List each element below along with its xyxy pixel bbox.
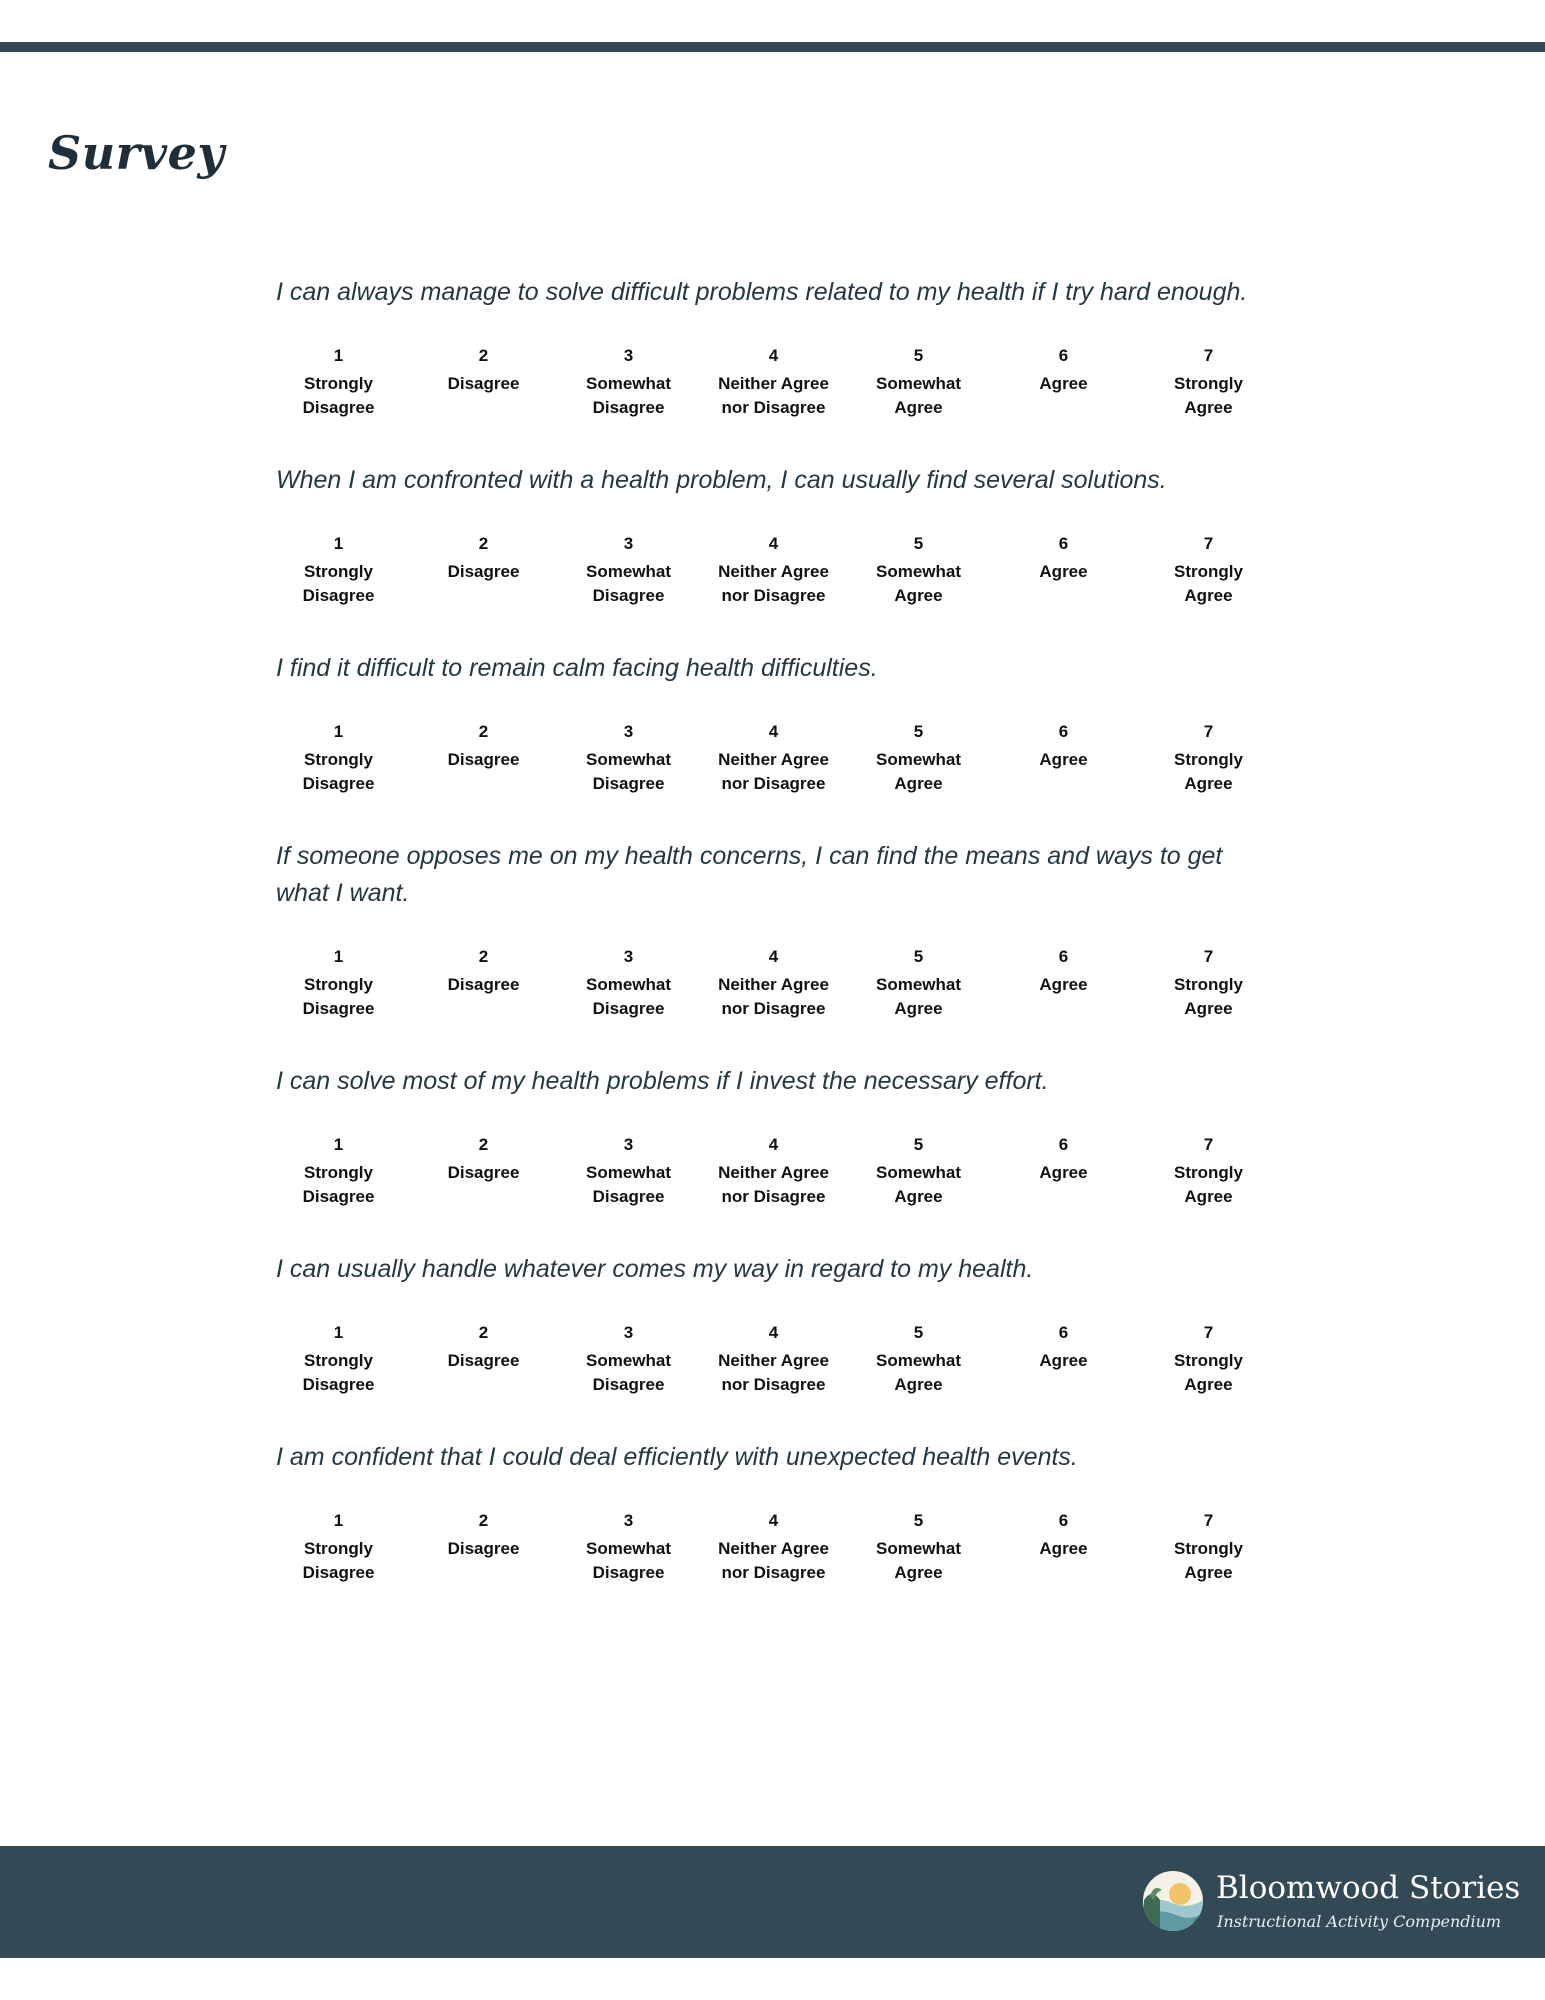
question-text: I can always manage to solve difficult problems related to my health if I try hard enough.: [276, 278, 1248, 306]
likert-option-5[interactable]: [846, 1322, 991, 1397]
likert-option-4[interactable]: [701, 533, 846, 608]
likert-option-7[interactable]: [1136, 946, 1281, 1021]
likert-option-2[interactable]: [411, 1510, 556, 1585]
likert-option-3[interactable]: [556, 1134, 701, 1209]
option-label: Somewhat Agree: [875, 374, 962, 417]
option-number: 2: [478, 722, 489, 741]
option-number: 3: [623, 534, 634, 553]
option-number: 3: [623, 722, 634, 741]
option-label: Somewhat Agree: [875, 1163, 962, 1206]
likert-option-4[interactable]: [701, 1510, 846, 1585]
likert-option-4[interactable]: [701, 1322, 846, 1397]
option-number: 6: [1058, 1135, 1069, 1154]
option-label: Agree: [1039, 374, 1088, 393]
option-number: 1: [333, 1511, 344, 1530]
option-label: Agree: [1039, 562, 1088, 581]
likert-option-6[interactable]: [991, 1322, 1136, 1397]
option-label: Neither Agree nor Disagree: [718, 374, 829, 417]
option-label: Neither Agree nor Disagree: [718, 975, 829, 1018]
likert-option-5[interactable]: [846, 1134, 991, 1209]
option-number: 7: [1203, 947, 1214, 966]
likert-option-6[interactable]: [991, 721, 1136, 796]
likert-option-6[interactable]: [991, 345, 1136, 420]
option-number: 4: [768, 1511, 779, 1530]
question-text: I can usually handle whatever comes my way in regard to my health.: [276, 1255, 1034, 1283]
option-label: Somewhat Agree: [875, 1539, 962, 1582]
option-label: Strongly Agree: [1174, 374, 1243, 417]
option-number: 5: [913, 947, 924, 966]
option-number: 6: [1058, 1511, 1069, 1530]
option-label: Disagree: [447, 374, 520, 393]
footer-bar: [0, 1846, 1545, 1958]
question-text: When I am confronted with a health problem, I can usually find several solutions.: [276, 466, 1167, 494]
likert-option-7[interactable]: [1136, 533, 1281, 608]
option-number: 3: [623, 346, 634, 365]
option-label: Neither Agree nor Disagree: [718, 750, 829, 793]
option-label: Somewhat Disagree: [585, 750, 672, 793]
option-label: Strongly Disagree: [302, 374, 375, 417]
likert-option-4[interactable]: [701, 721, 846, 796]
option-label: Somewhat Disagree: [585, 975, 672, 1018]
option-label: Somewhat Agree: [875, 562, 962, 605]
likert-scale: [266, 1134, 1281, 1209]
question-text: I can solve most of my health problems if I invest the necessary effort.: [276, 1067, 1049, 1095]
option-number: 2: [478, 1323, 489, 1342]
option-label: Agree: [1039, 1163, 1088, 1182]
option-label: Strongly Disagree: [302, 975, 375, 1018]
option-number: 6: [1058, 947, 1069, 966]
option-number: 1: [333, 1323, 344, 1342]
likert-option-7[interactable]: [1136, 1322, 1281, 1397]
option-label: Disagree: [447, 750, 520, 769]
option-label: Strongly Agree: [1174, 1539, 1243, 1582]
option-label: Somewhat Disagree: [585, 562, 672, 605]
likert-scale: [266, 1322, 1281, 1397]
option-number: 5: [913, 1323, 924, 1342]
likert-option-7[interactable]: [1136, 1510, 1281, 1585]
option-number: 7: [1203, 1323, 1214, 1342]
likert-option-3[interactable]: [556, 345, 701, 420]
likert-option-6[interactable]: [991, 946, 1136, 1021]
likert-option-2[interactable]: [411, 533, 556, 608]
likert-option-6[interactable]: [991, 533, 1136, 608]
likert-option-4[interactable]: [701, 345, 846, 420]
likert-option-5[interactable]: [846, 533, 991, 608]
likert-option-3[interactable]: [556, 946, 701, 1021]
likert-option-5[interactable]: [846, 1510, 991, 1585]
option-number: 6: [1058, 534, 1069, 553]
option-number: 2: [478, 1511, 489, 1530]
option-number: 7: [1203, 346, 1214, 365]
option-label: Disagree: [447, 1351, 520, 1370]
likert-option-5[interactable]: [846, 345, 991, 420]
option-label: Strongly Agree: [1174, 975, 1243, 1018]
option-number: 2: [478, 534, 489, 553]
landscape-logo-icon: [1142, 1870, 1204, 1932]
likert-scale: [266, 1510, 1281, 1585]
page-title: Survey: [48, 126, 225, 180]
survey-question: [276, 1063, 1256, 1209]
option-number: 1: [333, 534, 344, 553]
option-number: 6: [1058, 346, 1069, 365]
option-number: 6: [1058, 1323, 1069, 1342]
survey-question: [276, 1439, 1256, 1585]
likert-option-7[interactable]: [1136, 1134, 1281, 1209]
likert-option-1[interactable]: [266, 721, 411, 796]
survey-question: [276, 274, 1256, 420]
option-label: Neither Agree nor Disagree: [718, 1539, 829, 1582]
question-text: I am confident that I could deal efficiently with unexpected health events.: [276, 1443, 1078, 1471]
likert-option-2[interactable]: [411, 345, 556, 420]
option-label: Disagree: [447, 975, 520, 994]
option-number: 5: [913, 722, 924, 741]
option-label: Strongly Disagree: [302, 1163, 375, 1206]
option-label: Somewhat Agree: [875, 750, 962, 793]
option-number: 1: [333, 947, 344, 966]
option-label: Disagree: [447, 1163, 520, 1182]
option-number: 4: [768, 1323, 779, 1342]
likert-option-2[interactable]: [411, 1322, 556, 1397]
option-label: Strongly Disagree: [302, 1539, 375, 1582]
likert-option-1[interactable]: [266, 1322, 411, 1397]
option-label: Neither Agree nor Disagree: [718, 562, 829, 605]
option-number: 4: [768, 346, 779, 365]
option-label: Somewhat Disagree: [585, 374, 672, 417]
likert-option-2[interactable]: [411, 1134, 556, 1209]
option-label: Somewhat Disagree: [585, 1539, 672, 1582]
option-number: 1: [333, 1135, 344, 1154]
option-number: 1: [333, 722, 344, 741]
option-number: 1: [333, 346, 344, 365]
option-label: Somewhat Agree: [875, 975, 962, 1018]
option-number: 2: [478, 947, 489, 966]
option-label: Agree: [1039, 975, 1088, 994]
likert-option-7[interactable]: [1136, 721, 1281, 796]
option-number: 5: [913, 1135, 924, 1154]
option-label: Agree: [1039, 1351, 1088, 1370]
likert-option-4[interactable]: [701, 1134, 846, 1209]
likert-option-5[interactable]: [846, 721, 991, 796]
option-label: Agree: [1039, 750, 1088, 769]
option-number: 3: [623, 1323, 634, 1342]
likert-option-5[interactable]: [846, 946, 991, 1021]
option-label: Disagree: [447, 1539, 520, 1558]
option-number: 5: [913, 346, 924, 365]
option-number: 7: [1203, 722, 1214, 741]
option-number: 7: [1203, 1511, 1214, 1530]
survey-question: [276, 462, 1256, 608]
option-number: 7: [1203, 1135, 1214, 1154]
option-number: 4: [768, 1135, 779, 1154]
survey-question: [276, 1251, 1256, 1397]
likert-option-3[interactable]: [556, 1510, 701, 1585]
likert-scale: [266, 721, 1281, 796]
likert-option-1[interactable]: [266, 946, 411, 1021]
option-number: 2: [478, 1135, 489, 1154]
option-label: Somewhat Agree: [875, 1351, 962, 1394]
option-label: Strongly Agree: [1174, 1351, 1243, 1394]
likert-option-1[interactable]: [266, 533, 411, 608]
option-label: Disagree: [447, 562, 520, 581]
option-label: Strongly Disagree: [302, 1351, 375, 1394]
option-number: 3: [623, 947, 634, 966]
survey-question: [276, 650, 1256, 796]
likert-option-3[interactable]: [556, 533, 701, 608]
option-label: Neither Agree nor Disagree: [718, 1163, 829, 1206]
likert-option-2[interactable]: [411, 946, 556, 1021]
survey-questions: [276, 274, 1256, 1627]
option-number: 4: [768, 947, 779, 966]
option-number: 2: [478, 346, 489, 365]
option-number: 3: [623, 1135, 634, 1154]
option-number: 4: [768, 722, 779, 741]
top-divider: [0, 42, 1545, 52]
option-number: 4: [768, 534, 779, 553]
option-label: Strongly Agree: [1174, 562, 1243, 605]
option-number: 5: [913, 1511, 924, 1530]
option-label: Somewhat Disagree: [585, 1163, 672, 1206]
option-number: 6: [1058, 722, 1069, 741]
likert-option-6[interactable]: [991, 1510, 1136, 1585]
question-text: I find it difficult to remain calm facing health difficulties.: [276, 654, 878, 682]
option-number: 5: [913, 534, 924, 553]
option-number: 7: [1203, 534, 1214, 553]
likert-scale: [266, 345, 1281, 420]
option-label: Strongly Disagree: [302, 750, 375, 793]
option-label: Strongly Disagree: [302, 562, 375, 605]
question-text: If someone opposes me on my health concerns, I can find the means and ways to get what I want.: [276, 842, 1223, 907]
option-number: 3: [623, 1511, 634, 1530]
option-label: Agree: [1039, 1539, 1088, 1558]
likert-scale: [266, 533, 1281, 608]
likert-option-3[interactable]: [556, 1322, 701, 1397]
likert-option-1[interactable]: [266, 345, 411, 420]
survey-question: [276, 838, 1256, 1021]
option-label: Neither Agree nor Disagree: [718, 1351, 829, 1394]
likert-option-2[interactable]: [411, 721, 556, 796]
likert-option-4[interactable]: [701, 946, 846, 1021]
likert-option-3[interactable]: [556, 721, 701, 796]
option-label: Strongly Agree: [1174, 1163, 1243, 1206]
option-label: Strongly Agree: [1174, 750, 1243, 793]
likert-option-1[interactable]: [266, 1134, 411, 1209]
likert-option-7[interactable]: [1136, 345, 1281, 420]
option-label: Somewhat Disagree: [585, 1351, 672, 1394]
brand-name: Bloomwood Stories: [1216, 1870, 1521, 1906]
likert-option-6[interactable]: [991, 1134, 1136, 1209]
brand-subtitle: Instructional Activity Compendium: [1217, 1912, 1502, 1931]
likert-option-1[interactable]: [266, 1510, 411, 1585]
likert-scale: [266, 946, 1281, 1021]
